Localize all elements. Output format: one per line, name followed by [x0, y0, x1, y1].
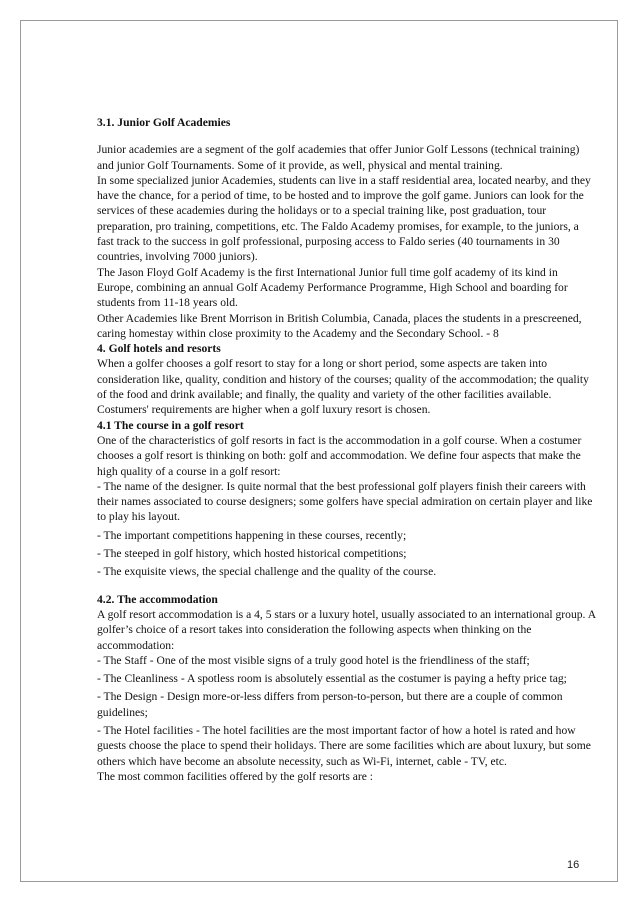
list-item: - The Hotel facilities - The hotel facilities are the most important factor of how a hotel is rated and how guests choose the place to spend their holidays. There are some facilities which are about luxury, but some others which have become an absolute necessity, such as Wi-Fi, internet, cable - TV, etc.: [97, 723, 591, 768]
paragraph: Junior academies are a segment of the golf academies that offer Junior Golf Lessons (technical training) and junior Golf Tournaments. Some of it provide, as well, physical and mental training.: [97, 143, 580, 172]
section-heading-course: 4.1 The course in a golf resort: [97, 418, 244, 432]
list-item: - The name of the designer. Is quite normal that the best professional golf players finish their careers with their names associated to course designers; some golfers have special admiration on certain player and like to play his layout.: [97, 479, 593, 524]
list-item: - The Staff - One of the most visible signs of a truly good hotel is the friendliness of the staff;: [97, 653, 530, 667]
paragraph: The Jason Floyd Golf Academy is the first International Junior full time golf academy of its kind in Europe, combining an annual Golf Academy Performance Programme, High School and boarding for students from 11-18 years old.: [97, 265, 568, 310]
page-number: 16: [567, 859, 580, 871]
paragraph: Other Academies like Brent Morrison in British Columbia, Canada, places the students in a prescreened, caring homestay within close proximity to the Academy and the Secondary School. - 8: [97, 311, 582, 340]
section-heading-golf-hotels: 4. Golf hotels and resorts: [97, 342, 221, 356]
paragraph: The most common facilities offered by the golf resorts are :: [97, 769, 374, 783]
list-item: - The important competitions happening in these courses, recently;: [97, 528, 407, 542]
section-heading-accommodation: 4.2. The accommodation: [97, 592, 218, 606]
list-item: - The exquisite views, the special challenge and the quality of the course.: [97, 565, 437, 579]
paragraph: When a golfer chooses a golf resort to stay for a long or short period, some aspects are taken into consideration like, quality, condition and history of the courses; quality of the accommodation; the quality of the food and drink available; and finally, the quality and variety of the other facilities available.: [97, 357, 589, 402]
paragraph: In some specialized junior Academies, students can live in a staff residential area, located nearby, and they have the chance, for a period of time, to be hosted and to improve the golf game. Juniors can look for the services of these academies during the holidays or to a special training like, post graduation, tour preparation, pro training, competitions, etc. The Faldo Academy promises, for example, to the juniors, a fast track to the success in golf professional, purposing access to Faldo series (40 tournaments in 30 countries, involving 7000 juniors).: [97, 173, 591, 264]
paragraph: One of the characteristics of golf resorts in fact is the accommodation in a golf course. When a costumer chooses a golf resort is thinking on both: golf and accommodation. We define four aspects that make the high quality of a course in a golf resort:: [97, 433, 582, 478]
paragraph: Costumers' requirements are higher when a golf luxury resort is chosen.: [97, 403, 431, 417]
document-page: [20, 20, 618, 882]
page-body: [97, 115, 597, 784]
paragraph: A golf resort accommodation is a 4, 5 stars or a luxury hotel, usually associated to an international group. A golfer’s choice of a resort takes into consideration the following aspects when thinking on the accommodation:: [97, 607, 596, 652]
list-item: - The Design - Design more-or-less differs from person-to-person, but there are a couple of common guidelines;: [97, 690, 563, 719]
list-item: - The Cleanliness - A spotless room is absolutely essential as the costumer is paying a hefty price tag;: [97, 672, 567, 686]
list-item: - The steeped in golf history, which hosted historical competitions;: [97, 547, 407, 561]
section-heading-junior-academies: 3.1. Junior Golf Academies: [97, 116, 231, 129]
